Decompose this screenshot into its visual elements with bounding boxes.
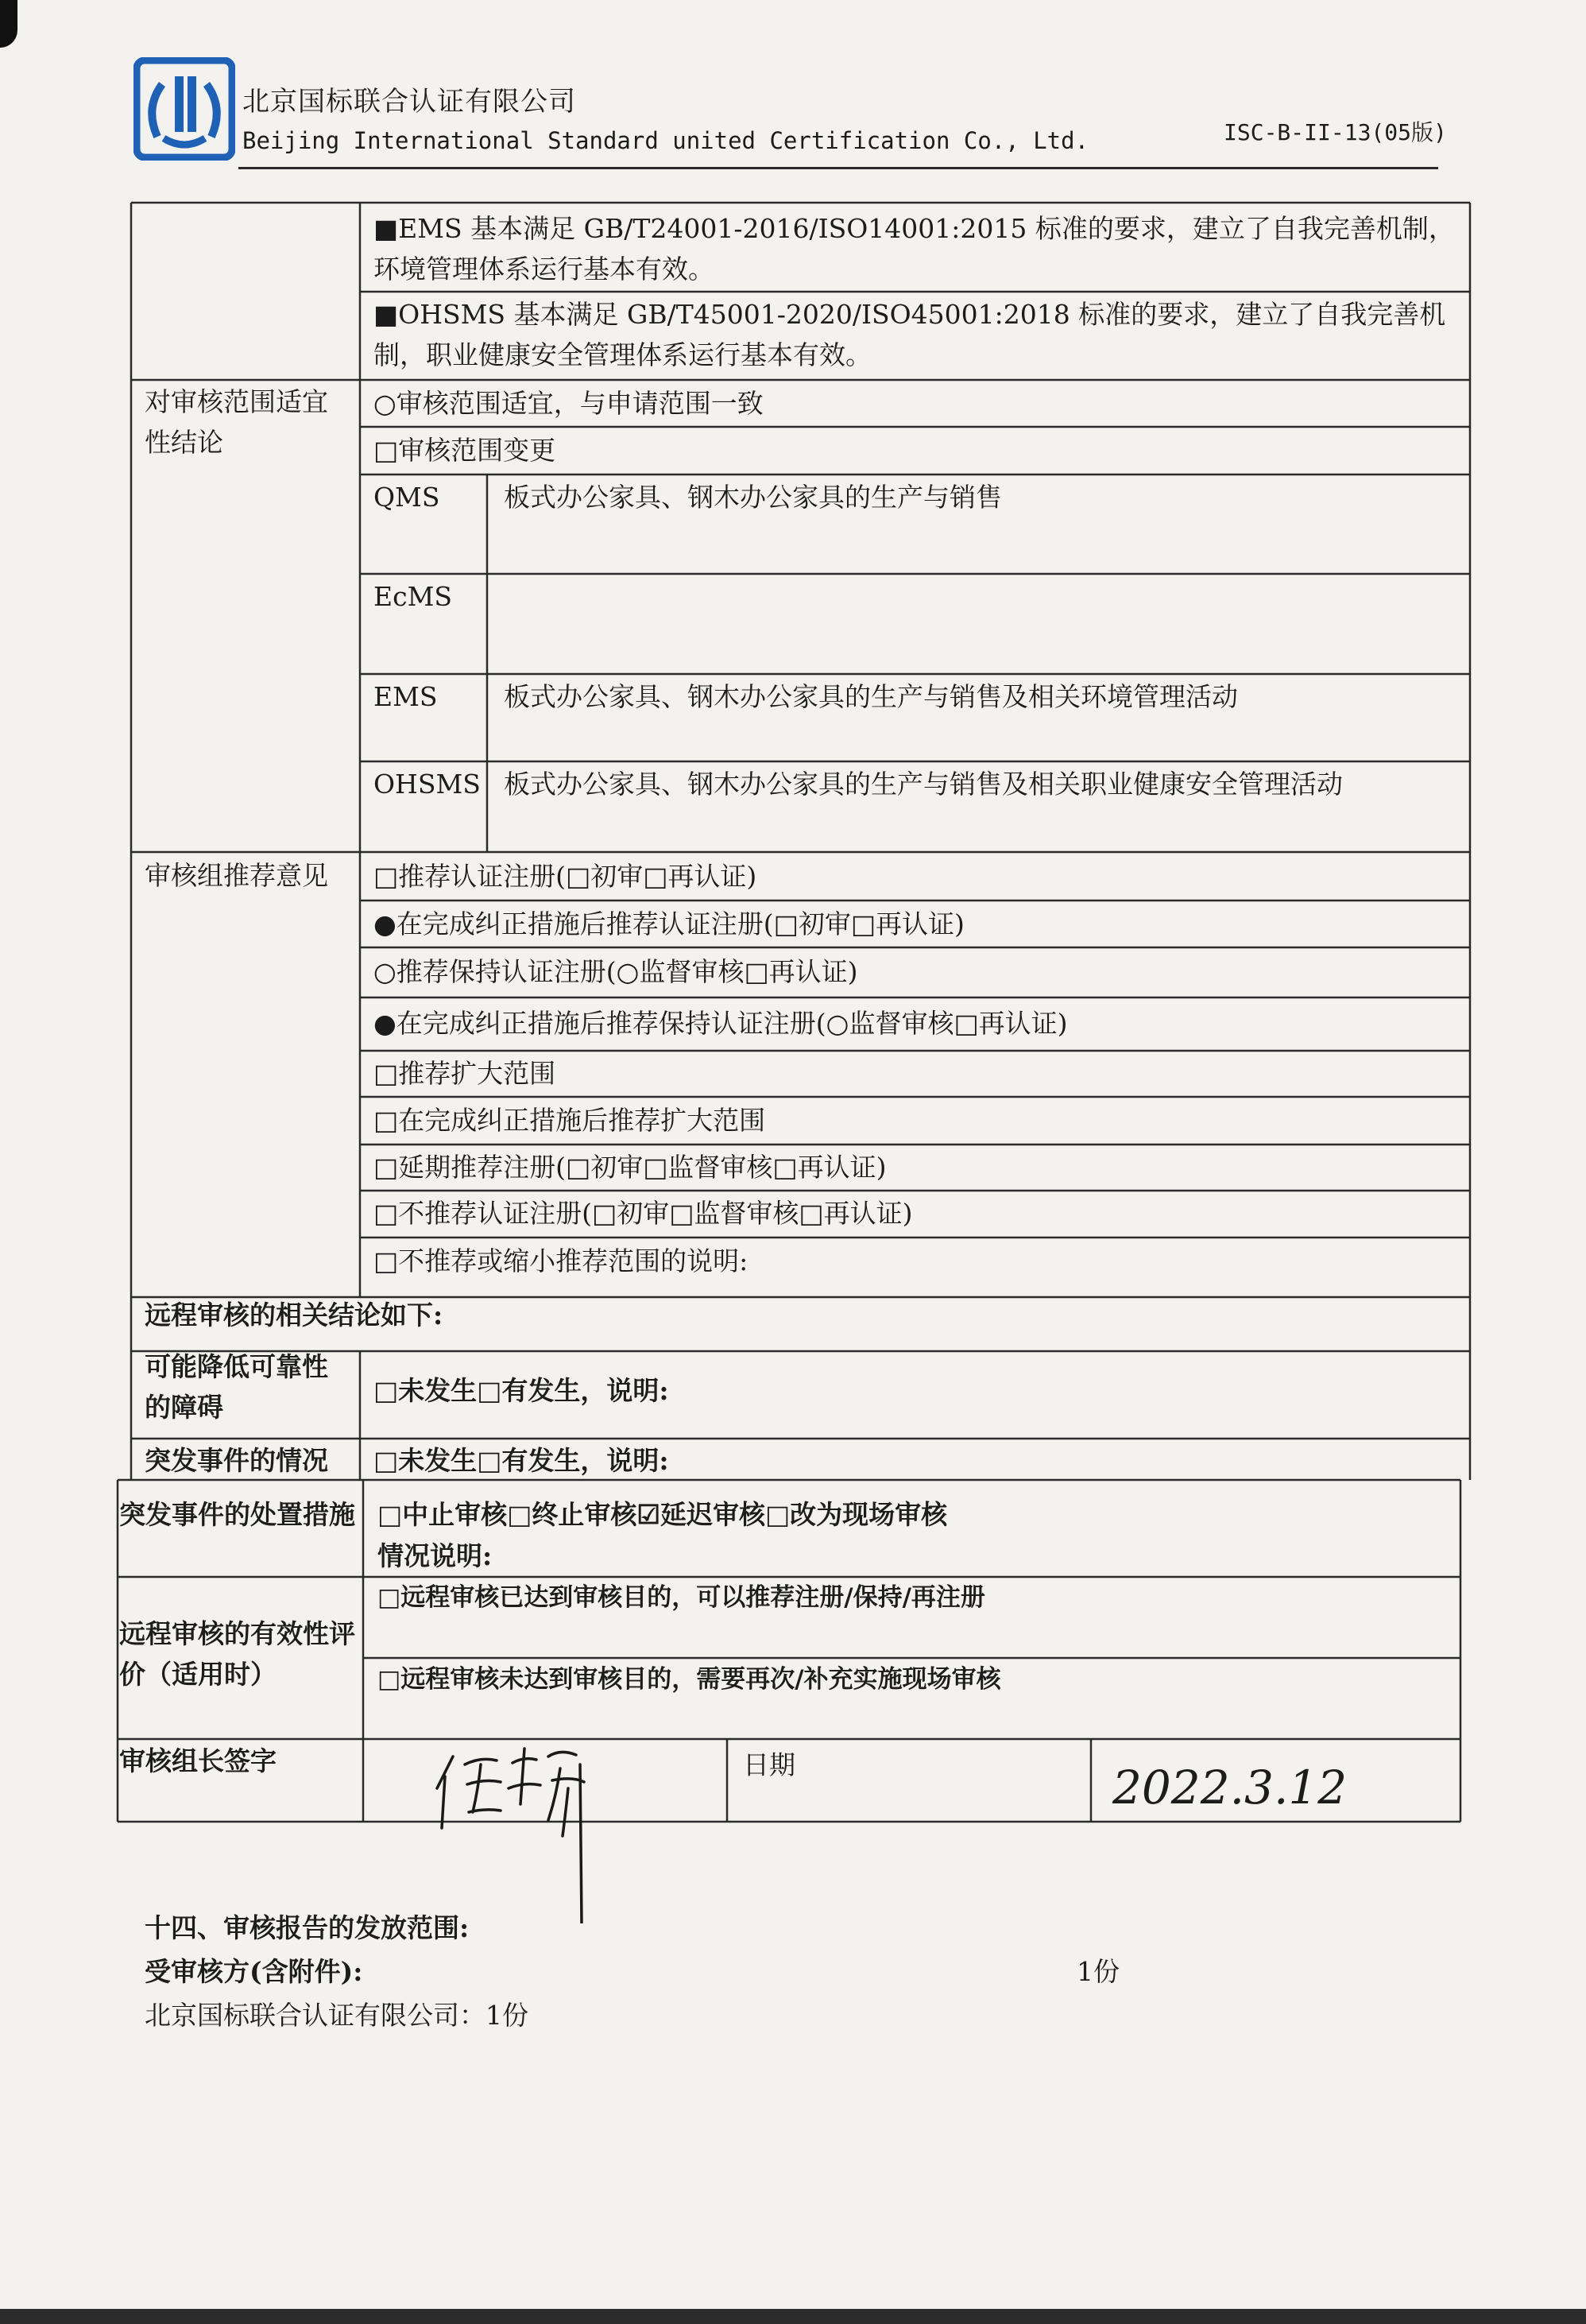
measure-note: 情况说明: <box>377 1540 493 1571</box>
measure-label: 突发事件的处置措施 <box>119 1499 355 1530</box>
reliability-label: 可能降低可靠性的障碍 <box>145 1351 328 1423</box>
validity-label: 远程审核的有效性评价（适用时） <box>119 1618 355 1690</box>
ems-conclusion: ■EMS 基本满足 GB/T24001-2016/ISO14001:2015 标准的要求，建立了自我完善机制，环境管理体系运行基本有效。 <box>373 213 1455 285</box>
scope-value-qms: 板式办公家具、钢木办公家具的生产与销售 <box>504 482 1002 513</box>
reliability-value[interactable]: □未发生□有发生，说明: <box>373 1375 669 1406</box>
scope-system-qms: QMS <box>373 482 440 513</box>
scope-suitable-option[interactable]: ○审核范围适宜，与申请范围一致 <box>373 388 764 419</box>
recommend-option-1[interactable]: □推荐认证注册(□初审□再认证) <box>373 861 757 892</box>
scope-value-ohsms: 板式办公家具、钢木办公家具的生产与销售及相关职业健康安全管理活动 <box>504 769 1343 800</box>
recommend-option-9[interactable]: □不推荐或缩小推荐范围的说明: <box>373 1245 749 1276</box>
document-number: ISC-B-II-13(05版) <box>1224 119 1447 145</box>
validity-achieved-option[interactable]: □远程审核已达到审核目的，可以推荐注册/保持/再注册 <box>377 1583 985 1612</box>
cert-body-copies: 北京国标联合认证有限公司：1份 <box>145 2000 528 2031</box>
leader-signature <box>421 1733 620 1923</box>
recommend-option-6[interactable]: □在完成纠正措施后推荐扩大范围 <box>373 1105 766 1136</box>
scope-system-ecms: EcMS <box>373 581 452 612</box>
auditee-copies: 1份 <box>1077 1956 1120 1987</box>
recommend-option-8[interactable]: □不推荐认证注册(□初审□监督审核□再认证) <box>373 1198 913 1229</box>
emergency-value[interactable]: □未发生□有发生，说明: <box>373 1445 669 1476</box>
remote-heading: 远程审核的相关结论如下: <box>145 1300 443 1330</box>
scope-changed-option[interactable]: □审核范围变更 <box>373 435 556 466</box>
company-name-en: Beijing International Standard united Certification Co., Ltd. <box>242 127 1089 154</box>
measure-value[interactable]: □中止审核□终止审核☑延迟审核□改为现场审核 <box>377 1499 948 1530</box>
ohsms-conclusion: ■OHSMS 基本满足 GB/T45001-2020/ISO45001:2018 标准的要求，建立了自我完善机制，职业健康安全管理体系运行基本有效。 <box>373 299 1446 370</box>
scan-edge <box>0 2309 1586 2324</box>
company-name-cn: 北京国标联合认证有限公司 <box>242 86 576 118</box>
scope-system-ems: EMS <box>373 681 438 712</box>
date-label: 日期 <box>743 1749 795 1780</box>
leader-signature-label: 审核组长签字 <box>119 1745 277 1776</box>
scope-label: 对审核范围适宜性结论 <box>145 386 328 458</box>
distribution-title: 十四、审核报告的发放范围: <box>145 1912 470 1943</box>
recommend-option-5[interactable]: □推荐扩大范围 <box>373 1058 556 1089</box>
recommend-option-3[interactable]: ○推荐保持认证注册(○监督审核□再认证) <box>373 956 858 987</box>
scope-system-ohsms: OHSMS <box>373 769 481 800</box>
scope-value-ems: 板式办公家具、钢木办公家具的生产与销售及相关环境管理活动 <box>504 681 1238 712</box>
recommend-option-2[interactable]: ●在完成纠正措施后推荐认证注册(□初审□再认证) <box>373 908 965 939</box>
recommend-label: 审核组推荐意见 <box>145 860 328 891</box>
signature-date: 2022.3.12 <box>1112 1760 1348 1815</box>
recommend-option-4[interactable]: ●在完成纠正措施后推荐保持认证注册(○监督审核□再认证) <box>373 1008 1068 1039</box>
validity-not-achieved-option[interactable]: □远程审核未达到审核目的，需要再次/补充实施现场审核 <box>377 1665 1001 1694</box>
auditee-label: 受审核方(含附件): <box>145 1956 363 1987</box>
emergency-label: 突发事件的情况 <box>145 1445 328 1476</box>
recommend-option-7[interactable]: □延期推荐注册(□初审□监督审核□再认证) <box>373 1152 887 1183</box>
